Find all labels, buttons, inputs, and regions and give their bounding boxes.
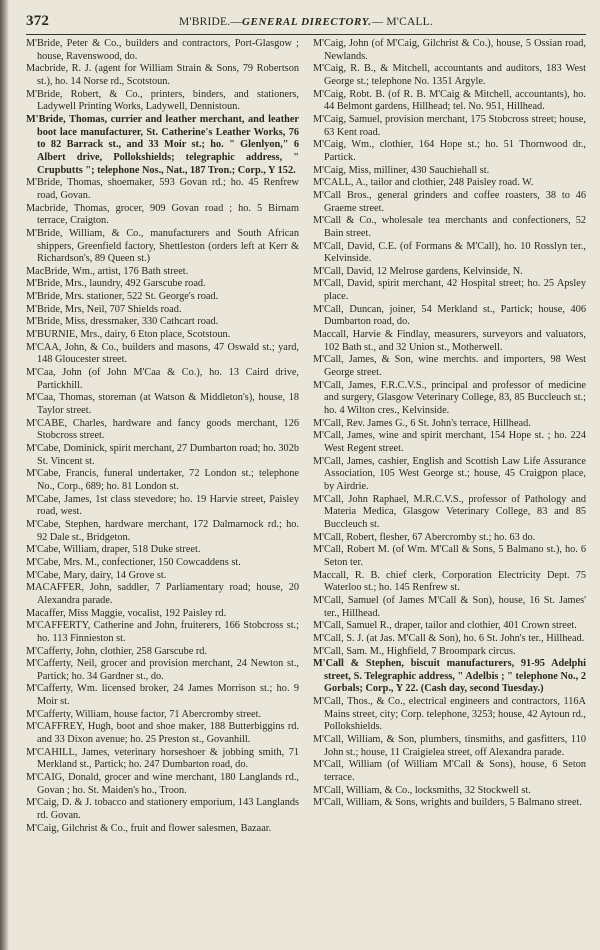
directory-entry: M'Caig, Robt. B. (of R. B. M'Caig & Mitchell, accountants), ho. 44 Belmont gardens, Hillhead; tel. No. 951, Hillhead. bbox=[313, 88, 586, 113]
directory-entry: M'Call, David, spirit merchant, 42 Hospital street; ho. 25 Apsley place. bbox=[313, 278, 586, 303]
directory-entry: M'Cabe, James, 1st class stevedore; ho. 19 Harvie street, Paisley road, west. bbox=[26, 493, 299, 518]
directory-entry: M'Call, Sam. M., Highfield, 7 Broompark circus. bbox=[313, 645, 516, 657]
directory-entry: MacBride, Wm., artist, 176 Bath street. bbox=[26, 265, 189, 277]
directory-entry: M'Bride, Thomas, currier and leather merchant, and leather boot lace manufacturer, St. Catherine's Leather Works, 76 to 82 Barrack st., and 33 Moir st.; ho. " Glenlyon," 6 Albert drive, Pollokshields; telegraphic address, " Crupbutts "; telephone Nos., Nat., 187 Tron.; Corp., Y 152. bbox=[26, 113, 299, 176]
directory-entry: M'Caig, D. & J. tobacco and stationery emporium, 143 Langlands rd. Govan. bbox=[26, 797, 299, 822]
running-head-title: GENERAL DIRECTORY. bbox=[242, 16, 372, 28]
directory-entry: M'Call, Samuel R., draper, tailor and clothier, 401 Crown street. bbox=[313, 620, 577, 632]
running-head-left: M'BRIDE. bbox=[179, 16, 231, 28]
directory-entry: M'Bride, Mrs., laundry, 492 Garscube road. bbox=[26, 278, 206, 290]
right-column bbox=[313, 38, 586, 835]
directory-entry: Macaffer, Miss Maggie, vocalist, 192 Paisley rd. bbox=[26, 607, 227, 619]
directory-entry: M'Call, James, & Son, wine merchts. and importers, 98 West George street. bbox=[313, 354, 586, 379]
directory-entry: M'Caig, John (of M'Caig, Gilchrist & Co.), house, 5 Ossian road, Newlands. bbox=[313, 38, 586, 62]
running-head: M'BRIDE.—GENERAL DIRECTORY.— M'CALL. bbox=[179, 16, 433, 28]
directory-entry: M'Bride, Mrs, Neil, 707 Shields road. bbox=[26, 303, 182, 315]
columns bbox=[26, 38, 586, 835]
directory-entry: M'Cafferty, John, clothier, 258 Garscube rd. bbox=[26, 645, 208, 657]
directory-entry: M'Cabe, Stephen, hardware merchant, 172 Dalmarnock rd.; ho. 92 Dale st., Bridgeton. bbox=[26, 518, 299, 543]
directory-entry: M'Call, James, wine and spirit merchant, 154 Hope st. ; ho. 224 West Regent street. bbox=[313, 430, 586, 454]
running-head-right: M'CALL. bbox=[386, 16, 433, 28]
directory-entry: M'CAA, John, & Co., builders and masons, 47 Oswald st.; yard, 148 Gloucester street. bbox=[26, 341, 299, 366]
directory-entry: M'Call, William, & Sons, wrights and builders, 5 Balmano street. bbox=[313, 797, 582, 809]
directory-entry: M'Call, David, 12 Melrose gardens, Kelvinside, N. bbox=[313, 265, 523, 277]
directory-entry: M'Caig, R. B., & Mitchell, accountants and auditors, 183 West George st.; telephone No. 1351 Argyle. bbox=[313, 63, 586, 87]
directory-entry: Macbride, Thomas, grocer, 909 Govan road ; ho. 5 Birnam terrace, Craigton. bbox=[26, 202, 299, 227]
directory-entry: M'Cabe, Mrs. M., confectioner, 150 Cowcaddens st. bbox=[26, 556, 241, 568]
directory-entry: M'CAFFERTY, Catherine and John, fruiterers, 166 Stobcross st.; ho. 113 Finnieston st. bbox=[26, 620, 299, 644]
directory-entry: M'Bride, Peter & Co., builders and contractors, Port-Glasgow ; house, Ravenswood, do. bbox=[26, 38, 299, 62]
page-header bbox=[26, 10, 586, 35]
directory-entry: M'Call, James, F.R.C.V.S., principal and professor of medicine and surgery, Glasgow Veterinary College, 83, 85 Buccleuch st.; ho. 4 Wilton cres., Kelvinside. bbox=[313, 379, 586, 417]
directory-entry: M'CALL, A., tailor and clothier, 248 Paisley road. W. bbox=[313, 177, 534, 189]
directory-entry: M'Bride, Mrs. stationer, 522 St. George's road. bbox=[26, 291, 219, 303]
directory-entry: M'Call, Rev. James G., 6 St. John's terrace, Hillhead. bbox=[313, 417, 531, 429]
directory-entry: Macbride, R. J. (agent for William Strain & Sons, 79 Robertson st.), ho. 14 Norse rd., Scotstoun. bbox=[26, 63, 299, 87]
left-column bbox=[26, 38, 299, 835]
directory-entry: M'Cabe, Mary, dairy, 14 Grove st. bbox=[26, 569, 167, 581]
directory-entry: M'Caig, Wm., clothier, 164 Hope st.; ho. 51 Thornwood dr., Partick. bbox=[313, 139, 586, 163]
directory-entry: Maccall, R. B. chief clerk, Corporation Electricity Dept. 75 Waterloo st.; ho. 145 Renfrew st. bbox=[313, 569, 586, 594]
directory-entry: M'Bride, William, & Co., manufacturers and South African shippers, Greenfield factory, Shettleston (orders left at Kerr & Richardson's, 89 Queen st.) bbox=[26, 227, 299, 265]
directory-entry: MACAFFER, John, saddler, 7 Parliamentary road; house, 20 Alexandra parade. bbox=[26, 582, 299, 606]
directory-entry: M'Cabe, Francis, funeral undertaker, 72 London st.; telephone No., Corp., 689; ho. 81 London st. bbox=[26, 468, 299, 492]
directory-entry: M'Caig, Gilchrist & Co., fruit and flower salesmen, Bazaar. bbox=[26, 822, 272, 834]
directory-entry: M'Call & Co., wholesale tea merchants and confectioners, 52 Bain street. bbox=[313, 215, 586, 239]
directory-entry: M'Cabe, Dominick, spirit merchant, 27 Dumbarton road; ho. 302b St. Vincent st. bbox=[26, 443, 299, 467]
directory-entry: M'Cafferty, Neil, grocer and provision merchant, 24 Newton st., Partick; ho. 34 Gardner st., do. bbox=[26, 658, 299, 682]
directory-entry: M'Caig, Miss, milliner, 430 Sauchiehall st. bbox=[313, 164, 490, 176]
directory-entry: M'Call Bros., general grinders and coffee roasters, 38 to 46 Graeme street. bbox=[313, 189, 586, 214]
directory-entry: M'CAIG, Donald, grocer and wine merchant, 180 Langlands rd., Govan ; ho. St. Maiden's ho., Troon. bbox=[26, 772, 299, 796]
directory-entry: M'Caa, Thomas, storeman (at Watson & Middleton's), house, 18 Taylor street. bbox=[26, 392, 299, 417]
directory-entry: Maccall, Harvie & Findlay, measurers, surveyors and valuators, 102 Bath st., and 32 Union st., Motherwell. bbox=[313, 329, 586, 353]
directory-entry: M'Call, William, & Co., locksmiths, 32 Stockwell st. bbox=[313, 784, 531, 796]
directory-entry: M'Call, John Raphael, M.R.C.V.S., professor of Pathology and Materia Medica, Glasgow Veterinary College, 83 and 85 Buccleuch st. bbox=[313, 493, 586, 530]
directory-entry: M'Call, James, cashier, English and Scottish Law Life Assurance Association, 105 West George st.; house, 45 Craigpon place, by Airdrie. bbox=[313, 455, 586, 492]
directory-entry: M'CAFFREY, Hugh, boot and shoe maker, 188 Butterbiggins rd. and 33 Dixon avenue; ho. 25 Preston st., Govanhill. bbox=[26, 721, 299, 746]
directory-entry: M'Cabe, William, draper, 518 Duke street. bbox=[26, 544, 201, 556]
directory-entry: M'Call, Duncan, joiner, 54 Merkland st., Partick; house, 406 Dumbarton road, do. bbox=[313, 303, 586, 328]
directory-entry: M'CABE, Charles, hardware and fancy goods merchant, 126 Stobcross street. bbox=[26, 417, 299, 442]
page-number: 372 bbox=[26, 13, 50, 29]
directory-entry: M'Call, Robert, flesher, 67 Abercromby st.; ho. 63 do. bbox=[313, 531, 536, 543]
directory-entry: M'Call, Samuel (of James M'Call & Son), house, 16 St. James' ter., Hillhead. bbox=[313, 594, 586, 619]
directory-entry: M'Call & Stephen, biscuit manufacturers, 91-95 Adelphi street, S. Telegraphic address, " Adelbis ; " telephone No., 2 Gorbals; Corp., Y 22. (Cash day, second Tuesday.) bbox=[313, 658, 586, 695]
directory-entry: M'Call, David, C.E. (of Formans & M'Call), ho. 10 Rosslyn ter., Kelvinside. bbox=[313, 240, 586, 265]
directory-entry: M'Cafferty, Wm. licensed broker, 24 James Morrison st.; ho. 9 Moir st. bbox=[26, 683, 299, 708]
directory-entry: M'Call, Robert M. (of Wm. M'Call & Sons, 5 Balmano st.), ho. 6 Seton ter. bbox=[313, 544, 586, 568]
directory-entry: M'Call, Thos., & Co., electrical engineers and contractors, 116A Mains street, city; Corp. telephone, 3253; house, 42 Aytoun rd., Pollokshields. bbox=[313, 696, 586, 733]
directory-entry: M'Call, William (of William M'Call & Sons), house, 6 Seton terrace. bbox=[313, 759, 586, 784]
directory-entry: M'Caa, John (of John M'Caa & Co.), ho. 13 Caird drive, Partickhill. bbox=[26, 367, 299, 391]
directory-entry: M'Bride, Robert, & Co., printers, binders, and stationers, Ladywell Printing Works, Ladywell, Dennistoun. bbox=[26, 88, 299, 113]
directory-entry: M'Bride, Thomas, shoemaker, 593 Govan rd.; ho. 45 Renfrew road, Govan. bbox=[26, 177, 299, 201]
directory-entry: M'BURNIE, Mrs., dairy, 6 Eton place, Scotstoun. bbox=[26, 329, 231, 341]
directory-entry: M'Call, S. J. (at Jas. M'Call & Son), ho. 6 St. John's ter., Hillhead. bbox=[313, 632, 585, 644]
directory-entry: M'Bride, Miss, dressmaker, 330 Cathcart road. bbox=[26, 316, 219, 328]
directory-entry: M'Caig, Samuel, provision merchant, 175 Stobcross street; house, 63 Kent road. bbox=[313, 113, 586, 138]
directory-entry: M'Cafferty, William, house factor, 71 Abercromby street. bbox=[26, 708, 262, 720]
directory-entry: M'CAHILL, James, veterinary horseshoer & jobbing smith, 71 Merkland st., Partick; ho. 247 Dumbarton road, do. bbox=[26, 746, 299, 771]
directory-entry: M'Call, William, & Son, plumbers, tinsmiths, and gasfitters, 110 John st.; house, 11 Craigielea street, off Alexandra parade. bbox=[313, 734, 586, 758]
